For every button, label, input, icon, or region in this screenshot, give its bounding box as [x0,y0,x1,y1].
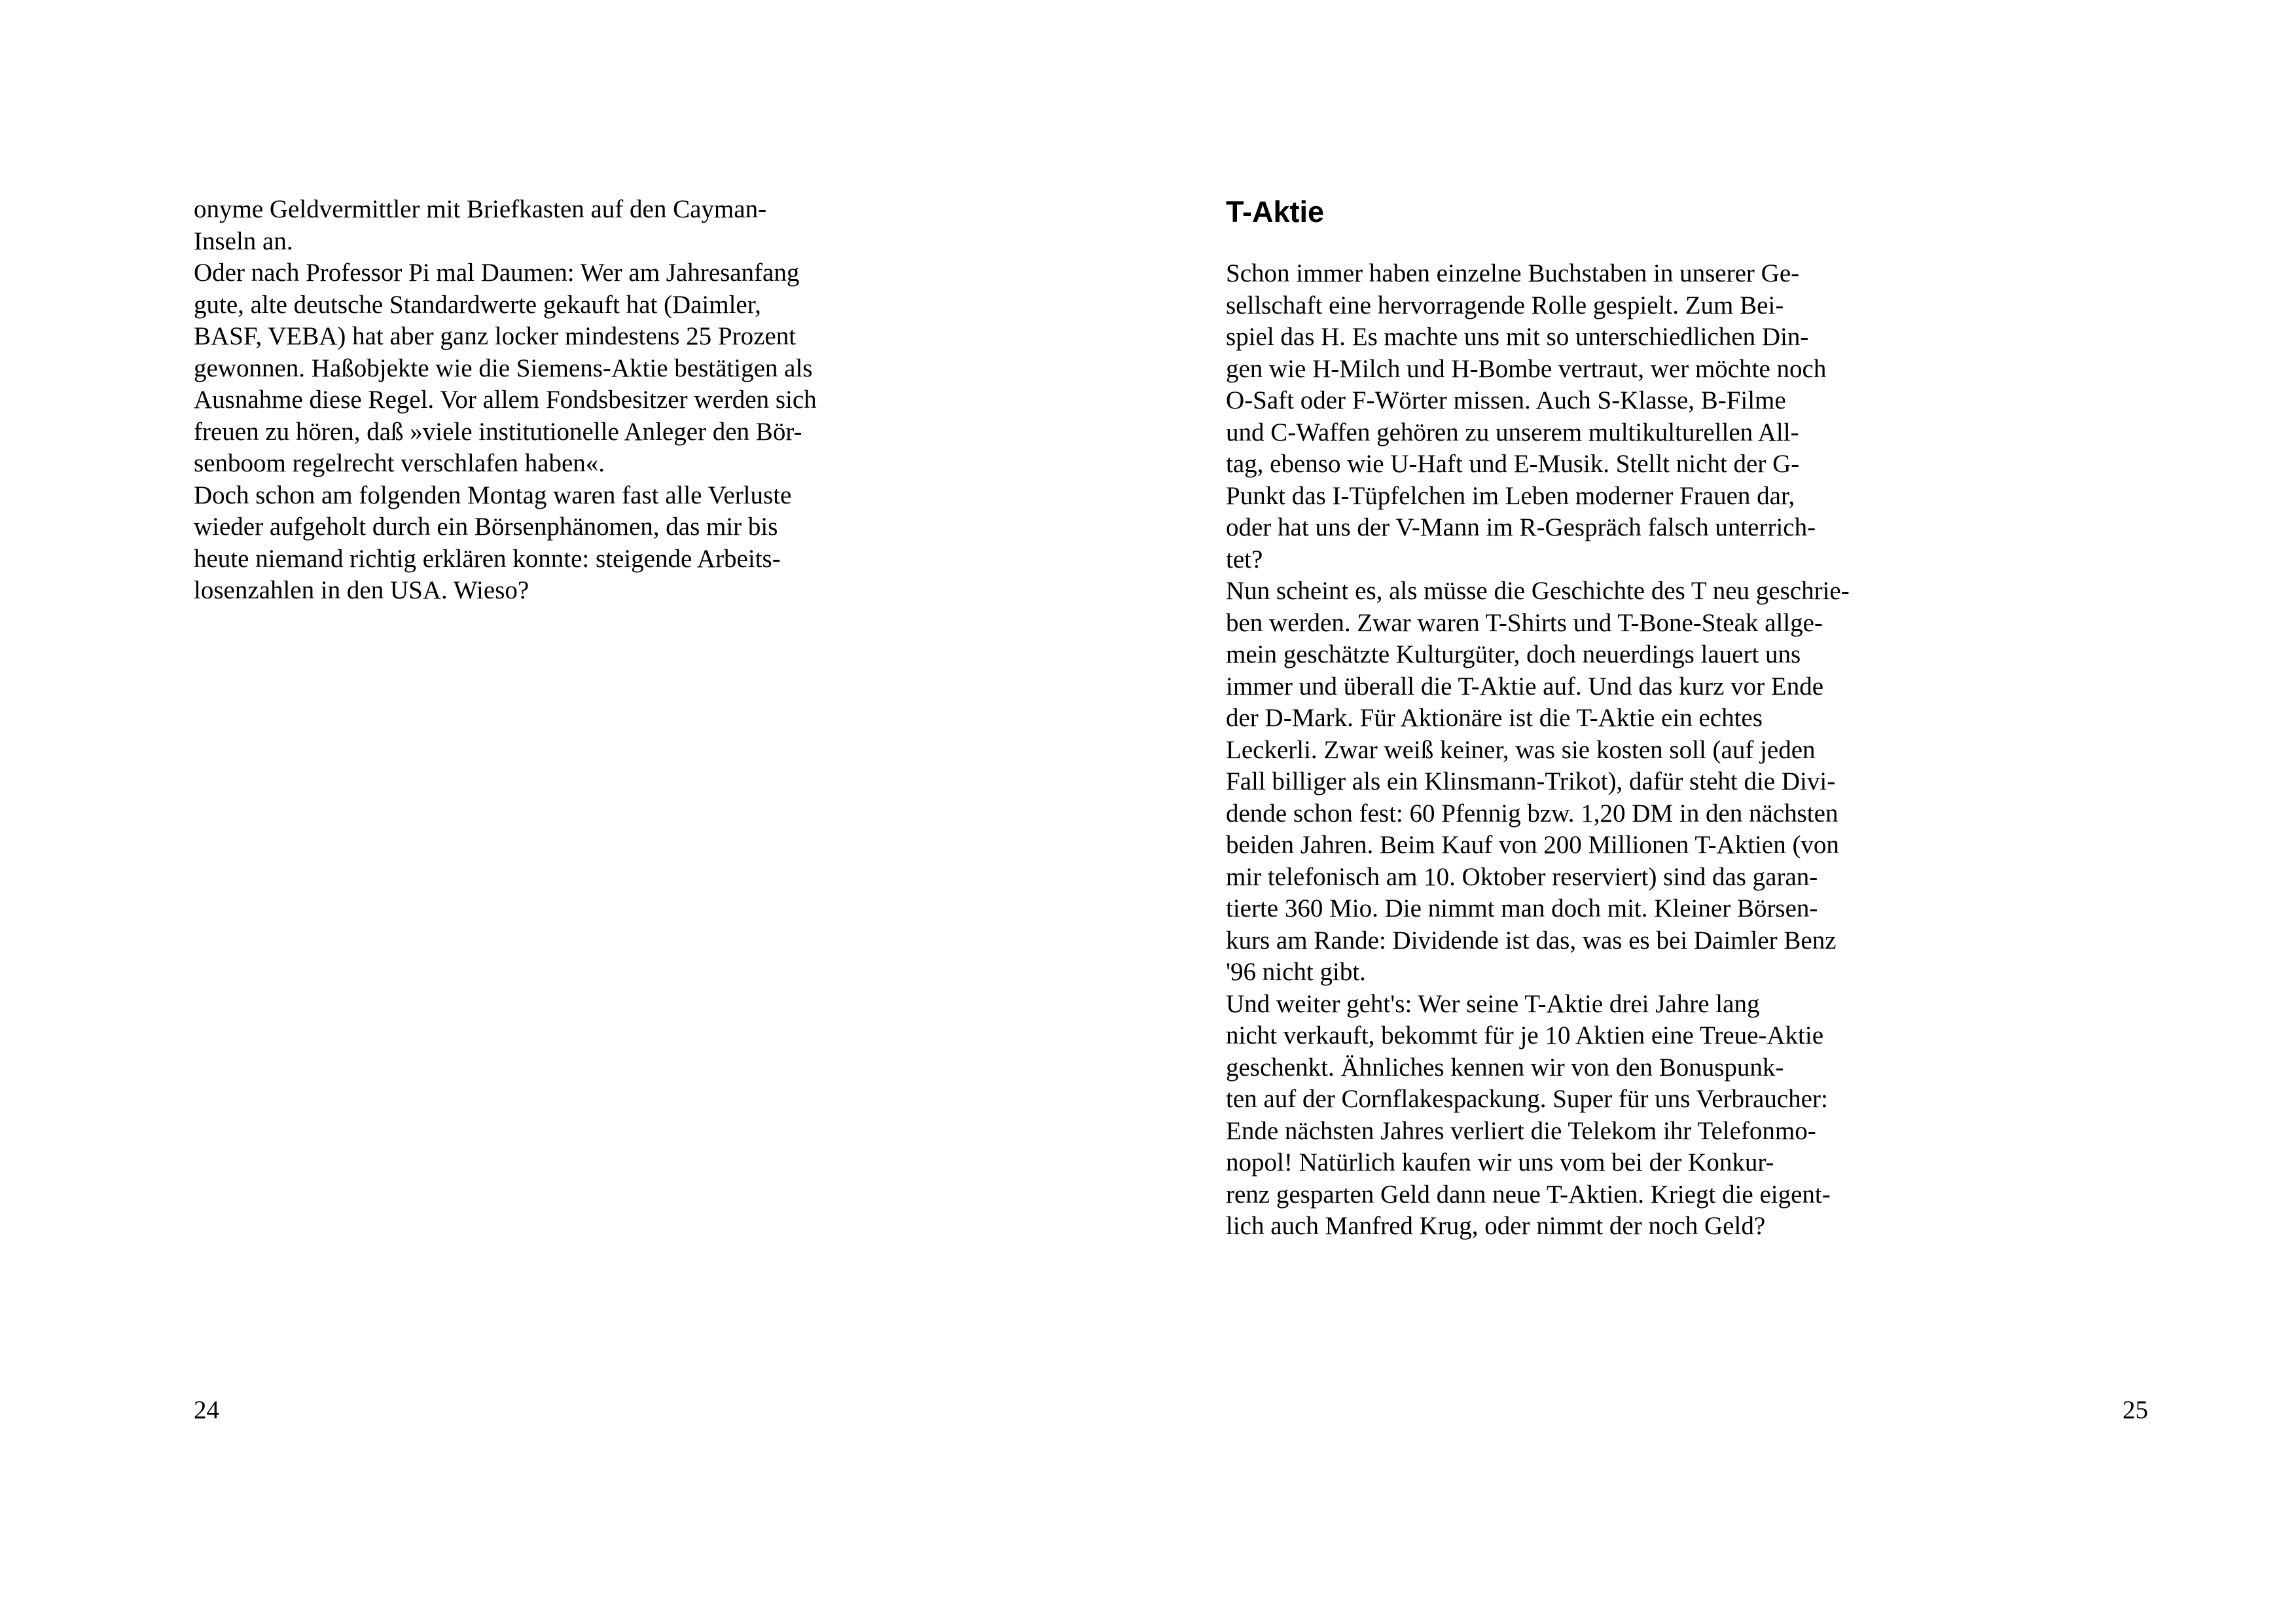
body-line: Schon immer haben einzelne Buchstaben in unserer Ge- [1226,259,1800,287]
body-line: Doch schon am folgenden Montag waren fast alle Verluste [194,481,792,509]
body-line: '96 nicht gibt. [1226,958,1366,986]
body-line: gewonnen. Haßobjekte wie die Siemens-Aktie bestätigen als [194,354,813,382]
left-page-body [194,194,817,607]
page-number-right: 25 [2123,1396,2148,1424]
body-line: Fall billiger als ein Klinsmann-Trikot), dafür steht die Divi- [1226,767,1836,795]
right-page-body [1226,258,1850,1243]
body-line: beiden Jahren. Beim Kauf von 200 Millionen T-Aktien (von [1226,831,1839,859]
body-line: sellschaft eine hervorragende Rolle gespielt. Zum Bei- [1226,291,1784,319]
body-line: losenzahlen in den USA. Wieso? [194,576,529,604]
body-line: tet? [1226,545,1263,574]
body-line: lich auch Manfred Krug, oder nimmt der noch Geld? [1226,1212,1766,1240]
body-line: immer und überall die T-Aktie auf. Und das kurz vor Ende [1226,672,1824,701]
body-line: mir telefonisch am 10. Oktober reserviert) sind das garan- [1226,862,1818,891]
body-line: Oder nach Professor Pi mal Daumen: Wer am Jahresanfang [194,259,800,287]
body-line: onyme Geldvermittler mit Briefkasten auf den Cayman- [194,195,767,223]
body-line: gen wie H-Milch und H-Bombe vertraut, wer möchte noch [1226,354,1827,383]
body-line: freuen zu hören, daß »viele institutionelle Anleger den Bör- [194,417,802,446]
body-line: O-Saft oder F-Wörter missen. Auch S-Klasse, B-Filme [1226,386,1786,414]
body-line: nopol! Natürlich kaufen wir uns vom bei der Konkur- [1226,1148,1774,1176]
body-line: tag, ebenso wie U-Haft und E-Musik. Stellt nicht der G- [1226,450,1800,478]
body-line: geschenkt. Ähnliches kennen wir von den Bonuspunk- [1226,1053,1784,1082]
body-line: BASF, VEBA) hat aber ganz locker mindestens 25 Prozent [194,322,797,350]
body-line: tierte 360 Mio. Die nimmt man doch mit. Kleiner Börsen- [1226,894,1818,922]
body-line: mein geschätzte Kulturgüter, doch neuerdings lauert uns [1226,640,1801,668]
page-number-left: 24 [194,1396,219,1424]
body-line: Und weiter geht's: Wer seine T-Aktie drei Jahre lang [1226,989,1760,1018]
body-line: Leckerli. Zwar weiß keiner, was sie kosten soll (auf jeden [1226,735,1816,764]
right-page [1148,0,2296,1623]
body-line: Ende nächsten Jahres verliert die Telekom ihr Telefonmo- [1226,1116,1816,1145]
body-line: spiel das H. Es machte uns mit so unterschiedlichen Din- [1226,323,1809,351]
body-line: nicht verkauft, bekommt für je 10 Aktien eine Treue-Aktie [1226,1021,1824,1049]
section-heading: T-Aktie [1226,195,1325,228]
body-line: oder hat uns der V-Mann im R-Gespräch falsch unterrich- [1226,513,1816,541]
body-line: gute, alte deutsche Standardwerte gekauft hat (Daimler, [194,290,761,319]
body-line: Nun scheint es, als müsse die Geschichte des T neu geschrie- [1226,577,1850,605]
body-line: wieder aufgeholt durch ein Börsenphänomen, das mir bis [194,513,778,541]
body-line: renz gesparten Geld dann neue T-Aktien. Kriegt die eigent- [1226,1180,1831,1209]
body-line: und C-Waffen gehören zu unserem multikulturellen All- [1226,418,1799,447]
body-line: heute niemand richtig erklären konnte: steigende Arbeits- [194,544,781,573]
body-line: der D-Mark. Für Aktionäre ist die T-Aktie ein echtes [1226,704,1763,732]
body-line: senboom regelrecht verschlafen haben«. [194,449,605,477]
body-line: Punkt das I-Tüpfelchen im Leben moderner Frauen dar, [1226,481,1795,510]
body-line: Inseln an. [194,227,293,255]
body-line: kurs am Rande: Dividende ist das, was es bei Daimler Benz [1226,926,1837,955]
body-line: ben werden. Zwar waren T-Shirts und T-Bone-Steak allge- [1226,608,1823,637]
body-line: Ausnahme diese Regel. Vor allem Fondsbesitzer werden sich [194,386,817,414]
body-line: dende schon fest: 60 Pfennig bzw. 1,20 DM in den nächsten [1226,799,1839,828]
body-line: ten auf der Cornflakespackung. Super für uns Verbraucher: [1226,1085,1828,1113]
